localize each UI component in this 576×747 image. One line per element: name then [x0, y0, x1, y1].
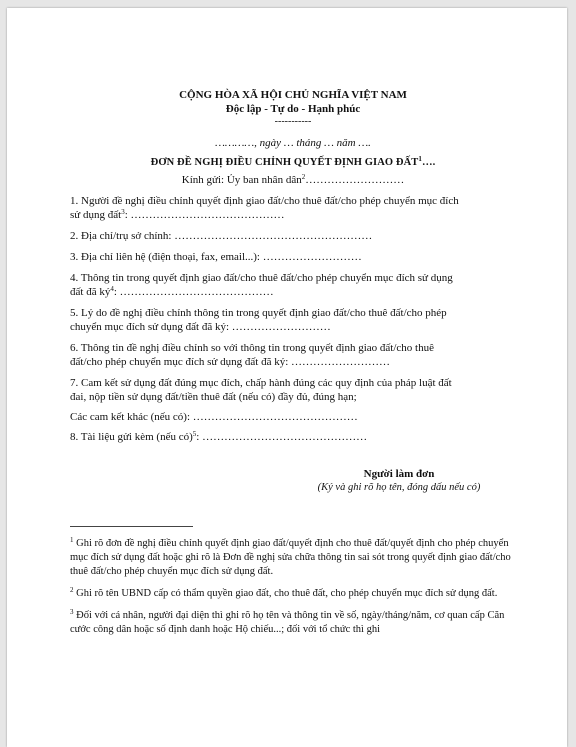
- addressee-line: [70, 173, 516, 187]
- item-2-line1: 2. Địa chỉ/trụ sở chính: ………………………………………………: [70, 230, 373, 242]
- document-title: [70, 156, 516, 170]
- signature-note: (Ký và ghi rõ họ tên, đóng dấu nếu có): [317, 482, 481, 493]
- item-other-commitments: [70, 410, 516, 424]
- document-page: [7, 8, 567, 747]
- item-4-line2-wrap: [70, 285, 516, 299]
- item-5-line2: chuyển mục đích sử dụng đất đã ký: ………………………: [70, 321, 331, 333]
- title-text: ĐƠN ĐỀ NGHỊ ĐIỀU CHỈNH QUYẾT ĐỊNH GIAO ĐẤT: [150, 157, 419, 168]
- item-5: [70, 306, 516, 334]
- item-1-line2-wrap: [70, 208, 516, 222]
- item-8-line1: 8. Tài liệu gửi kèm (nếu có): [70, 431, 193, 443]
- item-8-tail: : ………………………………………: [196, 431, 368, 443]
- document-body: [70, 88, 516, 637]
- item-4-footnote-ref: 4: [110, 285, 114, 293]
- item-1-tail: : ……………………………………: [124, 209, 285, 221]
- footnote-3: [70, 605, 516, 637]
- heading-separator: -----------: [274, 116, 312, 127]
- signature-role: Người làm đơn: [363, 468, 435, 480]
- addressee-footnote-ref: 2: [301, 173, 306, 181]
- item-7-line1: 7. Cam kết sử dụng đất đúng mục đích, chấp hành đúng các quy định của pháp luật đất: [70, 377, 452, 389]
- item-1-line1: 1. Người đề nghị điều chỉnh quyết định giao đất/cho thuê đất/cho phép chuyển mục đích: [70, 195, 459, 207]
- item-4-line2: đất đã ký: [70, 286, 111, 298]
- item-4: [70, 271, 516, 299]
- nation-heading: CỘNG HÒA XÃ HỘI CHỦ NGHĨA VIỆT NAM: [179, 89, 407, 101]
- item-8-footnote-ref: 5: [192, 430, 197, 438]
- footnote-1-number: 1: [70, 536, 74, 544]
- footnote-1-text: Ghi rõ đơn đề nghị điều chỉnh quyết định giao đất/quyết định cho thuê đất/quyết định cho phép chuyển mục đích sử dụng đất hoặc ghi rõ là Đơn đề nghị sửa chữa thông tin sai sót trong quyết định giao đất/cho thuê đất/cho phép chuyển mục đích sử dụng đất.: [70, 538, 511, 577]
- addressee-blank: ………………………: [305, 174, 405, 186]
- item-5-line1: 5. Lý do đề nghị điều chỉnh thông tin trong quyết định giao đất/cho thuê đất/cho phép: [70, 307, 447, 319]
- item-other-commitments-line: Các cam kết khác (nếu có): ………………………………………: [70, 411, 358, 423]
- item-8-wrap: [70, 430, 516, 444]
- footnote-2-number: 2: [70, 586, 74, 594]
- item-4-line1: 4. Thông tin trong quyết định giao đất/cho thuê đất/cho phép chuyển mục đích sử dụng: [70, 272, 453, 284]
- item-6-line1: 6. Thông tin đề nghị điều chỉnh so với thông tin trong quyết định giao đất/cho thuê: [70, 342, 434, 354]
- item-3-line1: 3. Địa chỉ liên hệ (điện thoại, fax, email...): ………………………: [70, 251, 362, 263]
- signature-block: [282, 467, 516, 495]
- item-2: [70, 229, 516, 243]
- title-footnote-ref: 1: [418, 155, 422, 163]
- item-3: [70, 250, 516, 264]
- motto-heading: Độc lập - Tự do - Hạnh phúc: [225, 103, 361, 115]
- footnote-1: [70, 533, 516, 579]
- addressee-text: Kính gửi: Ủy ban nhân dân: [181, 174, 302, 186]
- item-8: [70, 430, 516, 444]
- footnote-2-text: Ghi rõ tên UBND cấp có thẩm quyền giao đất, cho thuê đất, cho phép chuyển mục đích sử dụng đất.: [76, 588, 498, 599]
- item-4-tail: : ……………………………………: [113, 286, 274, 298]
- footnote-3-number: 3: [70, 608, 74, 616]
- item-7-line2: đai, nộp tiền sử dụng đất/tiền thuê đất (nếu có) đầy đủ, đúng hạn;: [70, 391, 357, 403]
- item-1-footnote-ref: 3: [121, 208, 125, 216]
- item-6: [70, 341, 516, 369]
- title-suffix: ….: [422, 157, 436, 168]
- item-7: [70, 376, 516, 404]
- item-6-line2: đất/cho phép chuyển mục đích sử dụng đất đã ký: ………………………: [70, 356, 391, 368]
- footnote-3-text: Đối với cá nhân, người đại diện thì ghi rõ họ tên và thông tin về số, ngày/tháng/năm, cơ quan cấp Căn cước công dân hoặc số định danh hoặc Hộ chiếu...; đối với tổ chức thì ghi: [70, 610, 505, 635]
- date-line: …………, ngày … tháng … năm ….: [215, 137, 371, 149]
- item-1: [70, 194, 516, 222]
- item-1-line2: sử dụng đất: [70, 209, 122, 221]
- footnote-2: [70, 583, 516, 601]
- footnote-divider: [70, 526, 193, 527]
